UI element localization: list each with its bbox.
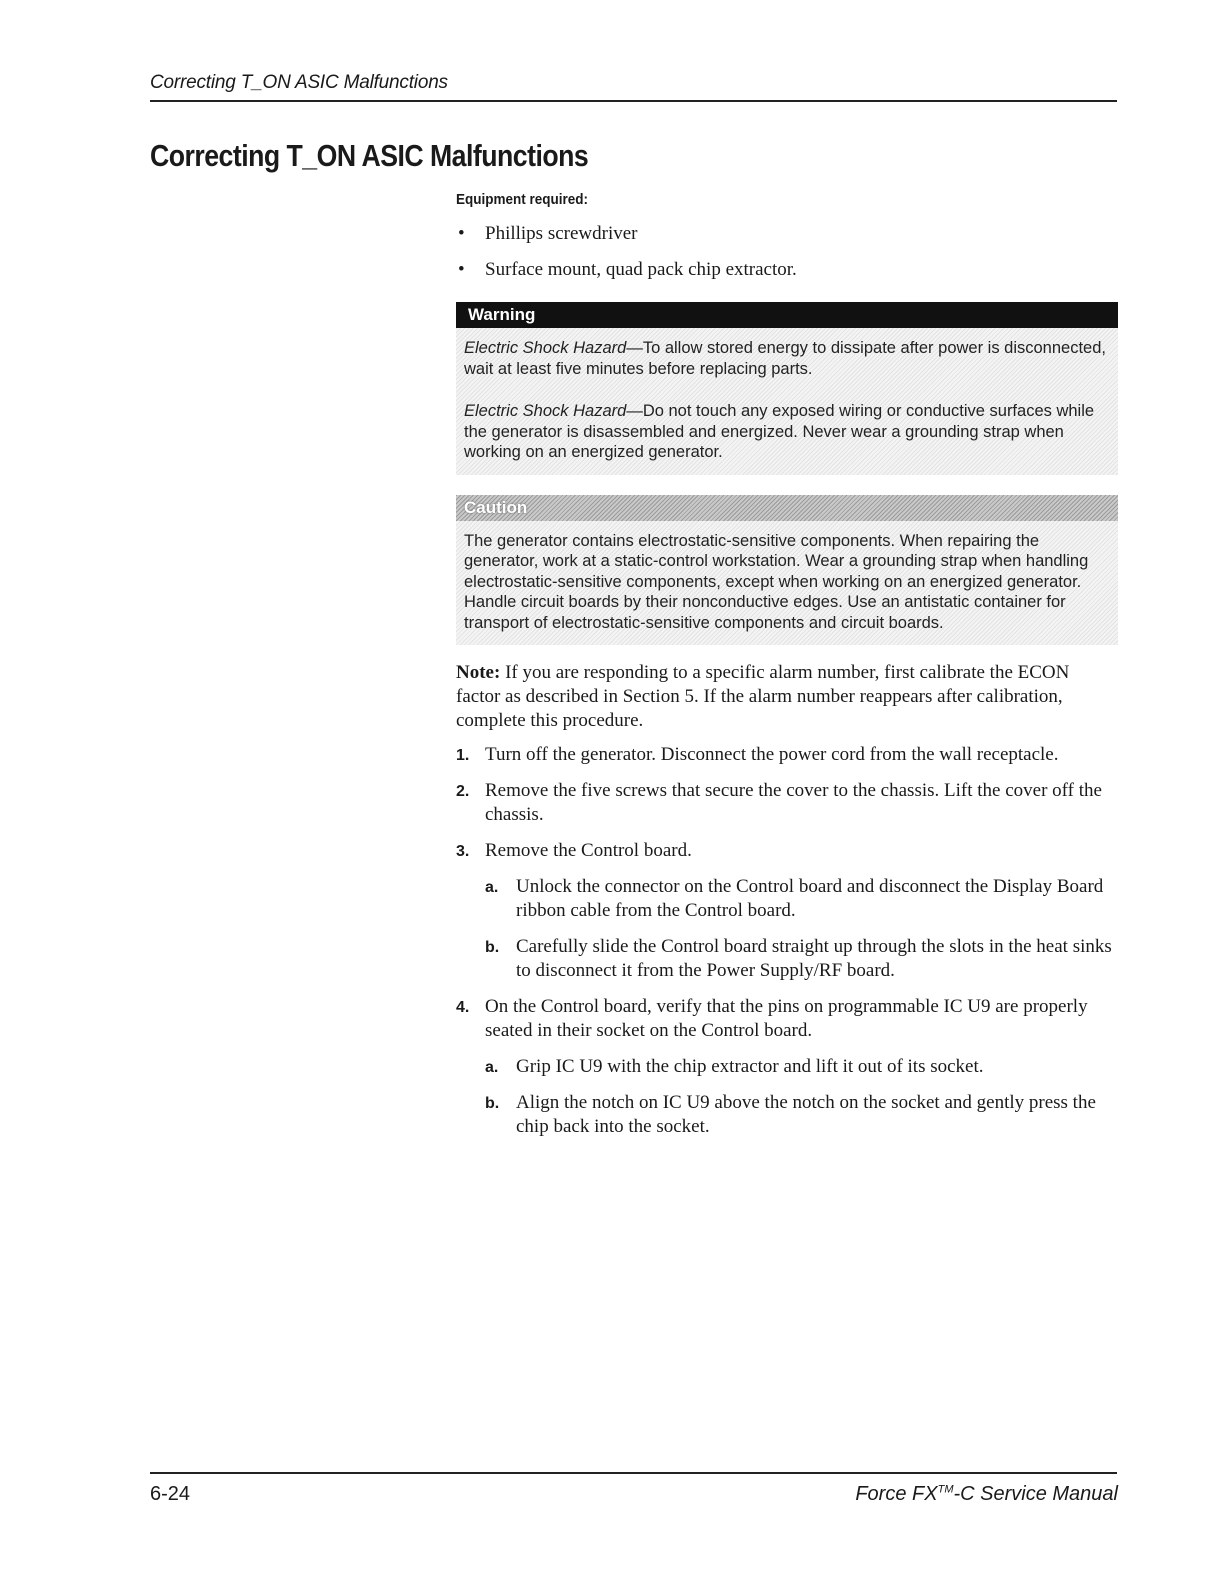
page-title: Correcting T_ON ASIC Malfunctions [150, 138, 589, 173]
header-rule [150, 100, 1117, 102]
step-number: 3. [456, 843, 470, 860]
warning-paragraph: Electric Shock Hazard—Do not touch any exposed wiring or conductive surfaces while the generator is disassembled and energized. Never wear a grounding strap when working on an energized generator. [464, 402, 1095, 461]
step-text: Remove the five screws that secure the cover to the chassis. Lift the cover off the chassis. [485, 780, 1102, 825]
step-text: Turn off the generator. Disconnect the power cord from the wall receptacle. [485, 744, 1059, 765]
note-label: Note: [456, 662, 501, 683]
substep-text: Grip IC U9 with the chip extractor and lift it out of its socket. [516, 1056, 984, 1077]
step-text: Remove the Control board. [485, 840, 692, 861]
equipment-list [456, 222, 1118, 282]
substep-item [485, 875, 1118, 923]
step-number: 1. [456, 747, 470, 764]
equipment-label: Equipment required: [456, 191, 589, 208]
equipment-item: • Surface mount, quad pack chip extractor. [458, 259, 797, 280]
substep-letter: b. [485, 939, 500, 956]
note [456, 661, 1118, 733]
content-column [456, 188, 1118, 1151]
bullet-icon: • [458, 223, 465, 244]
step-item [456, 743, 1118, 767]
substep-text: Align the notch on IC U9 above the notch on the socket and gently press the chip back into the socket. [516, 1092, 1096, 1137]
warning-body [456, 328, 1118, 475]
substep-letter: a. [485, 1059, 499, 1076]
footer-rule [150, 1472, 1117, 1474]
substep-item [485, 1091, 1118, 1139]
substep-letter: b. [485, 1095, 500, 1112]
step-item [456, 779, 1118, 827]
substep-text: Unlock the connector on the Control board and disconnect the Display Board ribbon cable from the Control board. [516, 876, 1104, 921]
warning-label: Warning [456, 302, 1118, 328]
caution-label: Caution [456, 495, 1118, 521]
caution-box [456, 495, 1118, 646]
caution-body [456, 521, 1118, 646]
caution-text: The generator contains electrostatic-sensitive components. When repairing the generator, work at a static-control workstation. Wear a grounding strap when handling electrostatic-sensitive components, except when working on an energized generator. Handle circuit boards by their nonconductive edges. Use an antistatic container for transport of electrostatic-sensitive components and circuit boards. [464, 531, 1089, 632]
substeps [485, 875, 1118, 983]
substep-text: Carefully slide the Control board straight up through the slots in the heat sinks to disconnect it from the Power Supply/RF board. [516, 936, 1112, 981]
substep-item [485, 1055, 1118, 1079]
warning-box [456, 302, 1118, 475]
warning-paragraph: Electric Shock Hazard—To allow stored energy to dissipate after power is disconnected, wait at least five minutes before replacing parts. [464, 339, 1106, 378]
step-number: 4. [456, 999, 470, 1016]
substep-item [485, 935, 1118, 983]
note-text: If you are responding to a specific alarm number, first calibrate the ECON factor as described in Section 5. If the alarm number reappears after calibration, complete this procedure. [456, 662, 1070, 731]
equipment-item: • Phillips screwdriver [458, 223, 638, 244]
bullet-icon: • [458, 259, 465, 280]
step-number: 2. [456, 783, 470, 800]
running-header: Correcting T_ON ASIC Malfunctions [150, 72, 448, 93]
substep-letter: a. [485, 879, 499, 896]
manual-title: Force FX™-C Service Manual [855, 1483, 1118, 1505]
step-item [456, 995, 1118, 1139]
step-text: On the Control board, verify that the pins on programmable IC U9 are properly seated in their socket on the Control board. [485, 996, 1088, 1041]
page-number: 6-24 [150, 1483, 191, 1505]
step-item [456, 839, 1118, 983]
substeps [485, 1055, 1118, 1139]
procedure-steps [456, 743, 1118, 1139]
